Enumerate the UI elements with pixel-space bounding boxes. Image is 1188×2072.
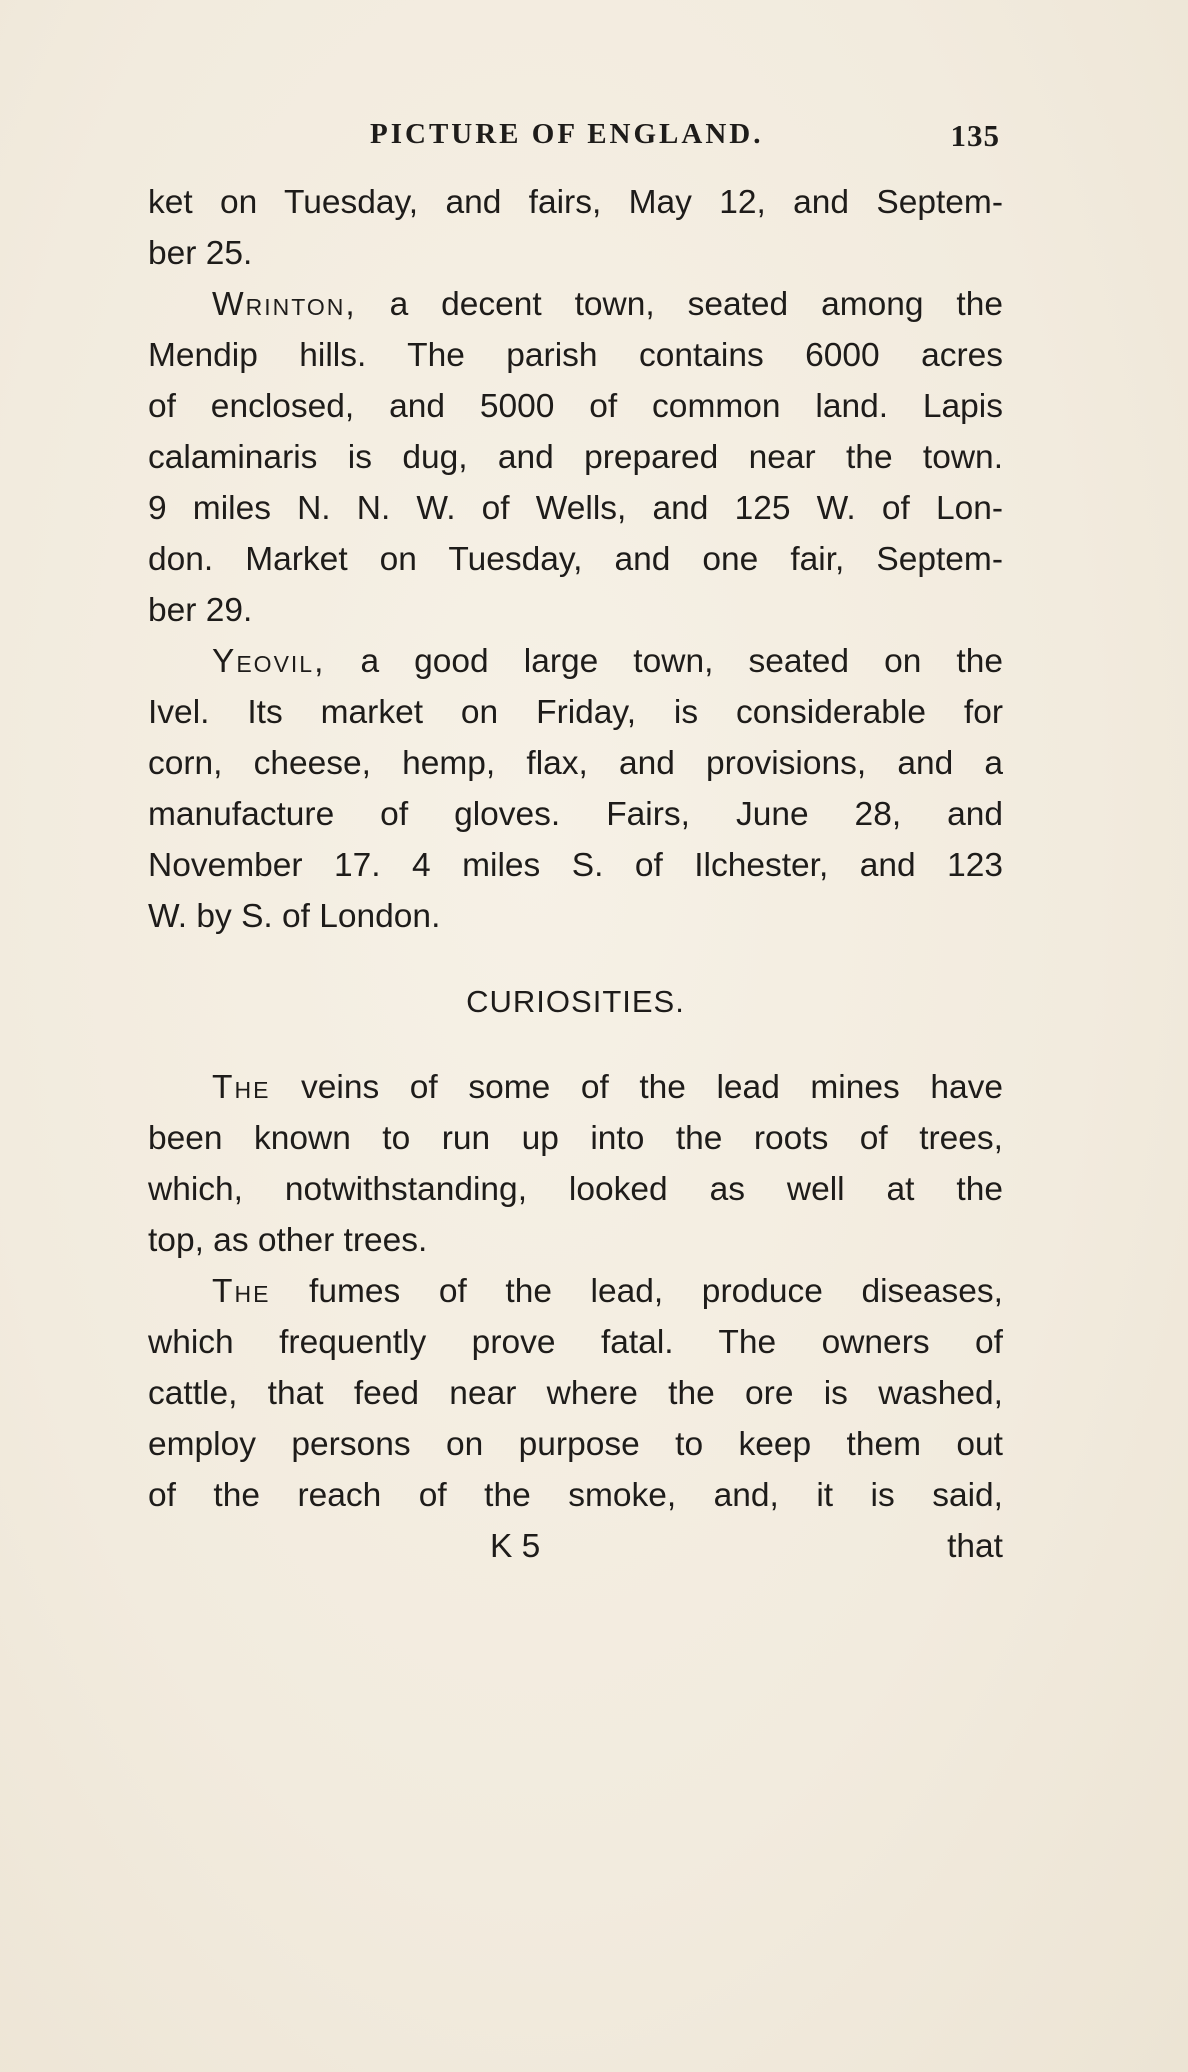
text-line: employ persons on purpose to keep them out (148, 1426, 1003, 1463)
text-line: of the reach of the smoke, and, it is said, (148, 1477, 1003, 1514)
page-header (140, 118, 1000, 158)
text-line: don. Market on Tuesday, and one fair, Septem- (148, 541, 1003, 578)
section-heading: CURIOSITIES. (466, 984, 685, 1019)
text-line: ber 29. (148, 592, 253, 629)
entry-lead-wrinton: Wrinton, (212, 286, 357, 323)
paragraph-lead: The (212, 1273, 271, 1310)
text-line: which frequently prove fatal. The owners of (148, 1324, 1003, 1361)
text-run: a good large town, seated on the (325, 643, 1003, 680)
text-run: a decent town, seated among the (356, 286, 1003, 323)
text-line: Ivel. Its market on Friday, is considerable for (148, 694, 1003, 731)
text-line: calaminaris is dug, and prepared near the town. (148, 439, 1003, 476)
text-line (148, 279, 1003, 330)
text-line: ket on Tuesday, and fairs, May 12, and Septem- (148, 184, 1003, 221)
text-line: November 17. 4 miles S. of Ilchester, and 123 (148, 847, 1003, 884)
page-footer (148, 1521, 1003, 1572)
body-text (148, 177, 1003, 1572)
text-line (148, 1266, 1003, 1317)
entry-lead-yeovil: Yeovil, (212, 643, 326, 680)
paragraph-lead: The (212, 1069, 271, 1106)
running-head: PICTURE OF ENGLAND. (370, 118, 764, 150)
text-line: of enclosed, and 5000 of common land. Lapis (148, 388, 1003, 425)
text-line: Mendip hills. The parish contains 6000 acres (148, 337, 1003, 374)
text-line: ber 25. (148, 235, 253, 272)
text-line: which, notwithstanding, looked as well at the (148, 1171, 1003, 1208)
catchword: that (947, 1528, 1003, 1565)
text-run: fumes of the lead, produce diseases, (270, 1273, 1003, 1310)
text-line: corn, cheese, hemp, flax, and provisions, and a (148, 745, 1003, 782)
text-line: 9 miles N. N. W. of Wells, and 125 W. of Lon- (148, 490, 1003, 527)
text-run: veins of some of the lead mines have (270, 1069, 1003, 1106)
signature-mark: K 5 (490, 1528, 541, 1565)
text-line: top, as other trees. (148, 1222, 428, 1259)
text-line: cattle, that feed near where the ore is washed, (148, 1375, 1003, 1412)
page-number: 135 (950, 118, 1000, 153)
text-line: W. by S. of London. (148, 898, 441, 935)
text-line (148, 1062, 1003, 1113)
text-line (148, 636, 1003, 687)
text-line: manufacture of gloves. Fairs, June 28, and (148, 796, 1003, 833)
text-line: been known to run up into the roots of trees, (148, 1120, 1003, 1157)
